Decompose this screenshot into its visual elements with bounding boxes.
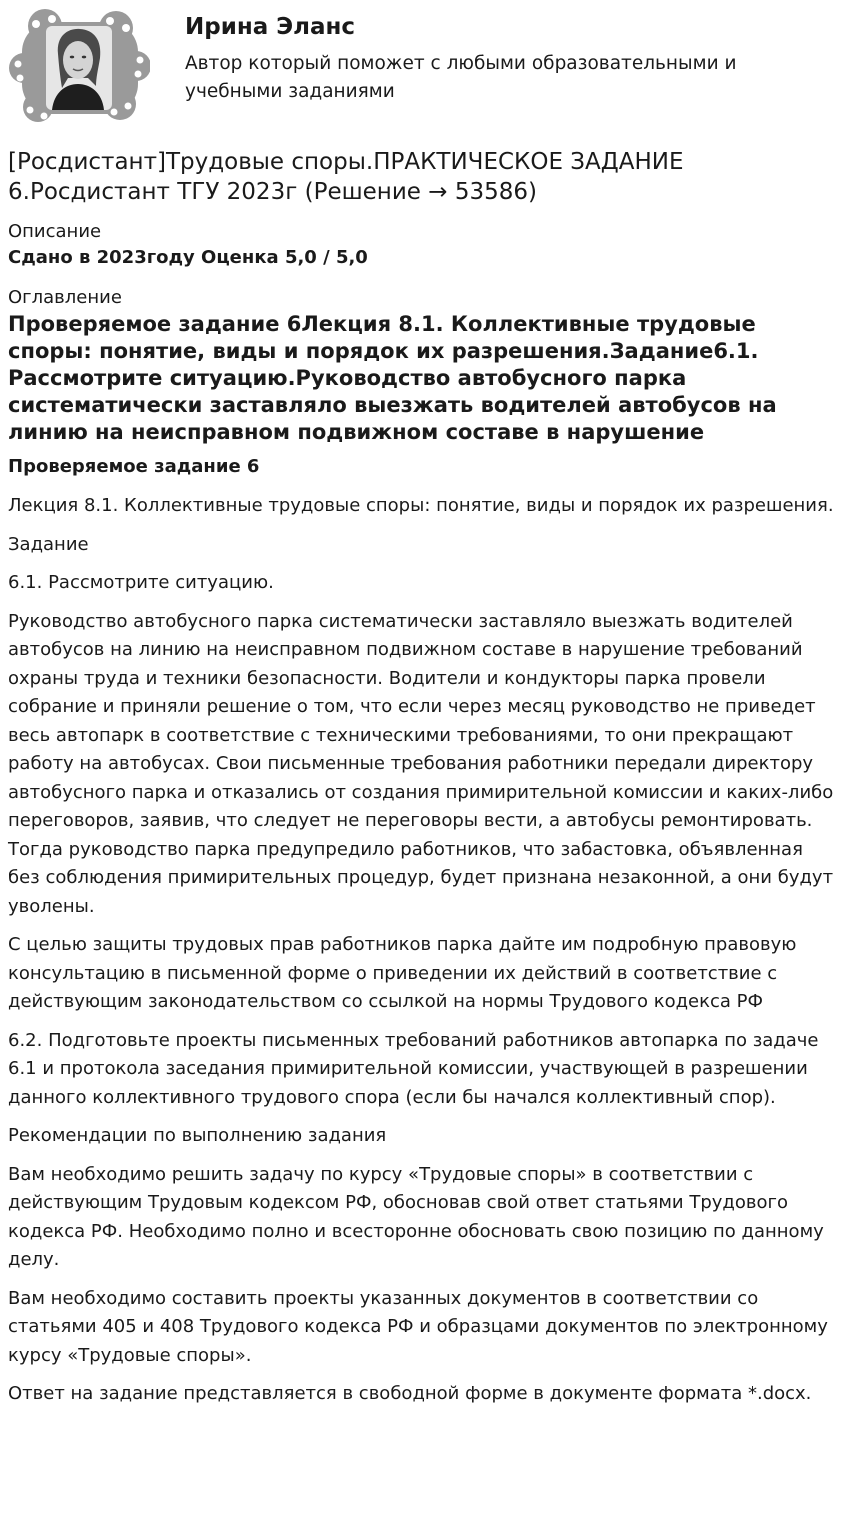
author-name: Ирина Эланс xyxy=(185,14,356,40)
section-title: Проверяемое задание 6 xyxy=(8,456,260,477)
paragraph: 6.1. Рассмотрите ситуацию. xyxy=(8,572,274,593)
author-header xyxy=(0,0,847,140)
author-description: Автор который поможет с любыми образовательными и учебными заданиями xyxy=(185,53,737,102)
grade-text: Сдано в 2023году Оценка 5,0 / 5,0 xyxy=(8,247,368,268)
document-content xyxy=(8,147,840,1419)
toc-heading: Проверяемое задание 6Лекция 8.1. Коллективные трудовые споры: понятие, виды и порядок их разрешения.Задание6.1. Рассмотрите ситуацию.Руководство автобусного парка систематически заставляло выезжать водителей автобусов на линию на неисправном подвижном составе в нарушение xyxy=(8,312,777,444)
paragraph: Рекомендации по выполнению задания xyxy=(8,1125,387,1146)
description-label: Описание xyxy=(8,221,102,242)
paragraph: С целью защиты трудовых прав работников парка дайте им подробную правовую консультацию в письменной форме о приведении их действий в соответствие с действующим законодательством со ссылкой на нормы Трудового кодекса РФ xyxy=(8,934,797,1012)
paragraph: Задание xyxy=(8,533,89,555)
author-avatar xyxy=(8,8,150,126)
paragraph: Вам необходимо решить задачу по курсу «Трудовые споры» в соответствии с действующим Трудовым кодексом РФ, обосновав свой ответ статьями Трудового кодекса РФ. Необходимо полно и всесторонне обосновать свою позицию по данному делу. xyxy=(8,1163,824,1270)
paragraph: 6.2. Подготовьте проекты письменных требований работников автопарка по задаче 6.1 и протокола заседания примирительной комиссии, участвующей в разрешении данного коллективного трудового спора (если бы начался коллективный спор). xyxy=(8,1029,819,1108)
paragraph: Лекция 8.1. Коллективные трудовые споры: понятие, виды и порядок их разрешения. xyxy=(8,495,834,516)
paragraph: Вам необходимо составить проекты указанных документов в соответствии со статьями 405 и 408 Трудового кодекса РФ и образцами документов по электронному курсу «Трудовые споры». xyxy=(8,1287,828,1366)
document-title: [Росдистант]Трудовые споры.ПРАКТИЧЕСКОЕ ЗАДАНИЕ 6.Росдистант ТГУ 2023г (Решение → 53586) xyxy=(8,149,684,205)
paragraph: Руководство автобусного парка систематически заставляло выезжать водителей автобусов на линию на неисправном подвижном составе в нарушение требований охраны труда и техники безопасности. Водители и кондукторы парка провели собрание и приняли решение о том, что если через месяц руководство не приведет весь автопарк в соответствие с техническими требованиями, то они прекращают работу на автобусах. Свои письменные требования работники передали директору автобусного парка и отказались от создания примирительной комиссии и каких-либо переговоров, заявив, что следует не переговоры вести, а автобусы ремонтировать. Тогда руководство парка предупредило работников, что забастовка, объявленная без соблюдения примирительных процедур, будет признана незаконной, а они будут уволены. xyxy=(8,610,834,917)
paragraph: Ответ на задание представляется в свободной форме в документе формата *.docx. xyxy=(8,1383,812,1404)
toc-label: Оглавление xyxy=(8,287,122,308)
